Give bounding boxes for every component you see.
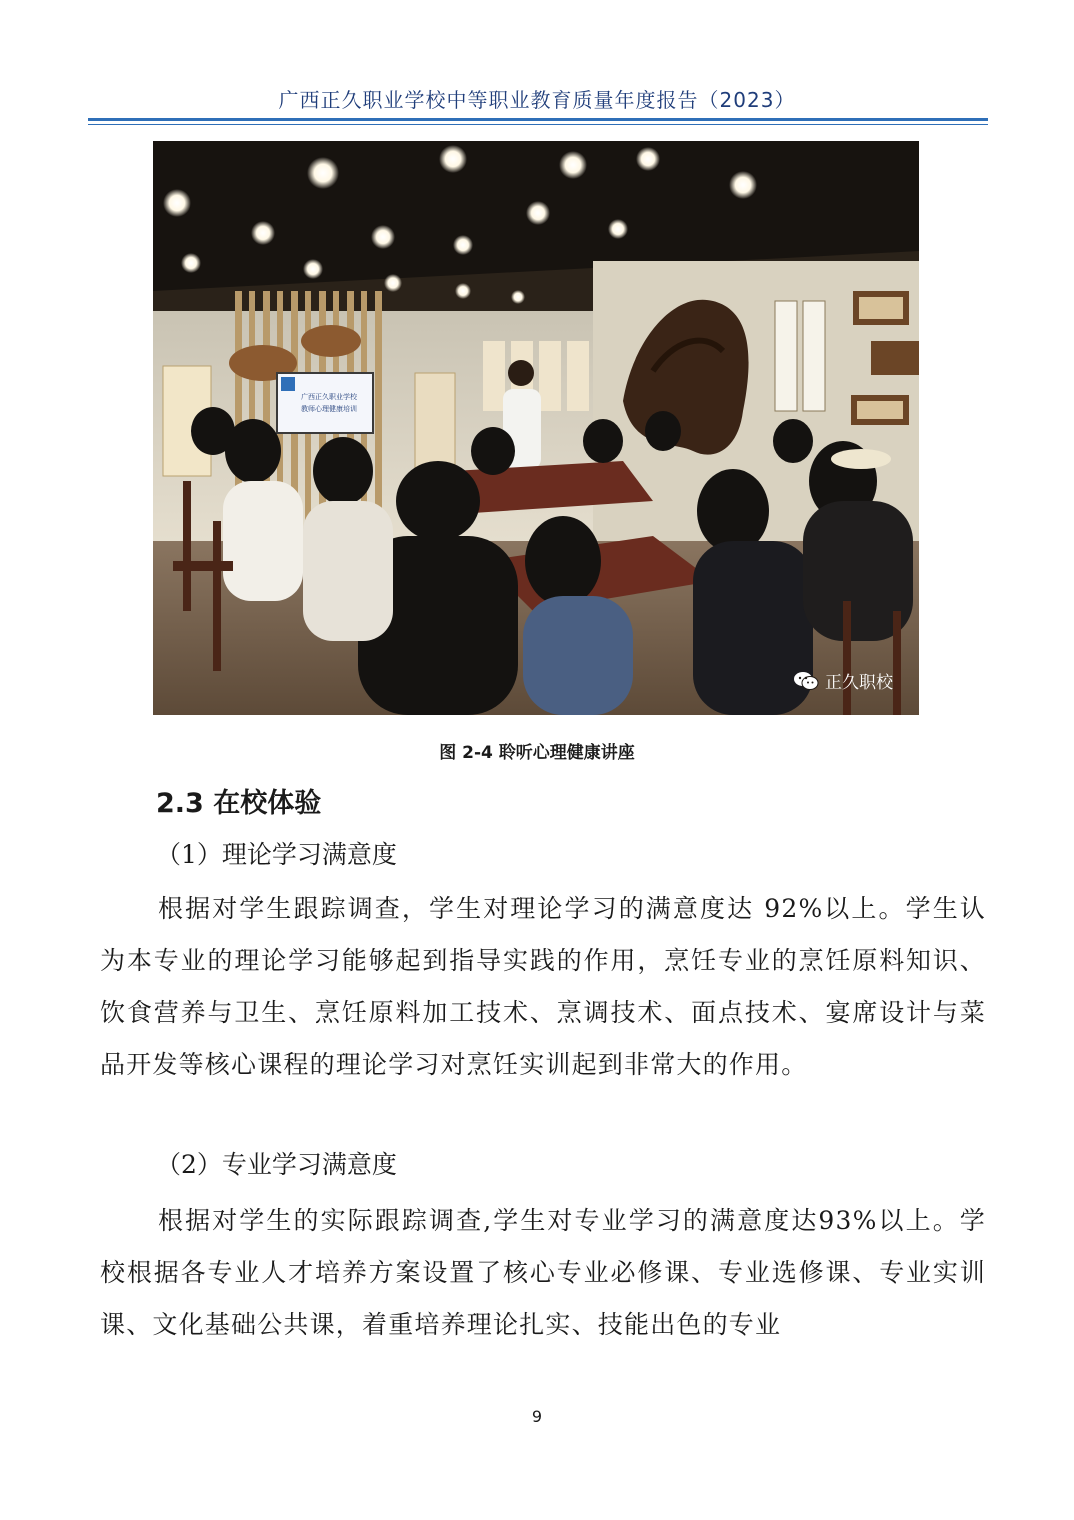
banner-subtext: 教师心理健康培训	[301, 405, 357, 413]
subheading-theory-satisfaction: （1）理论学习满意度	[156, 840, 397, 869]
wechat-watermark	[793, 668, 893, 693]
paragraph-theory: 根据对学生跟踪调查，学生对理论学习的满意度达 92%以上。学生认为本专业的理论学习能够起到指导实践的作用，烹饪专业的烹饪原料知识、饮食营养与卫生、烹饪原料加工技术、烹调技术、面点技术、宴席设计与菜品开发等核心课程的理论学习对烹饪实训起到非常大的作用。	[100, 894, 986, 1079]
paragraph-professional: 根据对学生的实际跟踪调查,学生对专业学习的满意度达93%以上。学校根据各专业人才培养方案设置了核心专业必修课、专业选修课、专业实训课、文化基础公共课，着重培养理论扎实、技能出色的专业	[100, 1206, 986, 1339]
page-number: 9	[531, 1407, 543, 1426]
header-rule	[88, 118, 988, 121]
report-header-title: 广西正久职业学校中等职业教育质量年度报告（2023）	[278, 88, 796, 112]
wechat-icon	[793, 671, 819, 691]
banner-text: 广西正久职业学校	[301, 393, 357, 401]
header-rule-thin	[88, 124, 988, 125]
watermark-text: 正久职校	[825, 673, 893, 693]
subheading-professional-satisfaction: （2）专业学习满意度	[156, 1150, 397, 1179]
figure-caption: 图 2-4 聆听心理健康讲座	[439, 743, 635, 763]
section-heading: 2.3 在校体验	[156, 788, 322, 819]
lecture-photo	[153, 141, 919, 715]
